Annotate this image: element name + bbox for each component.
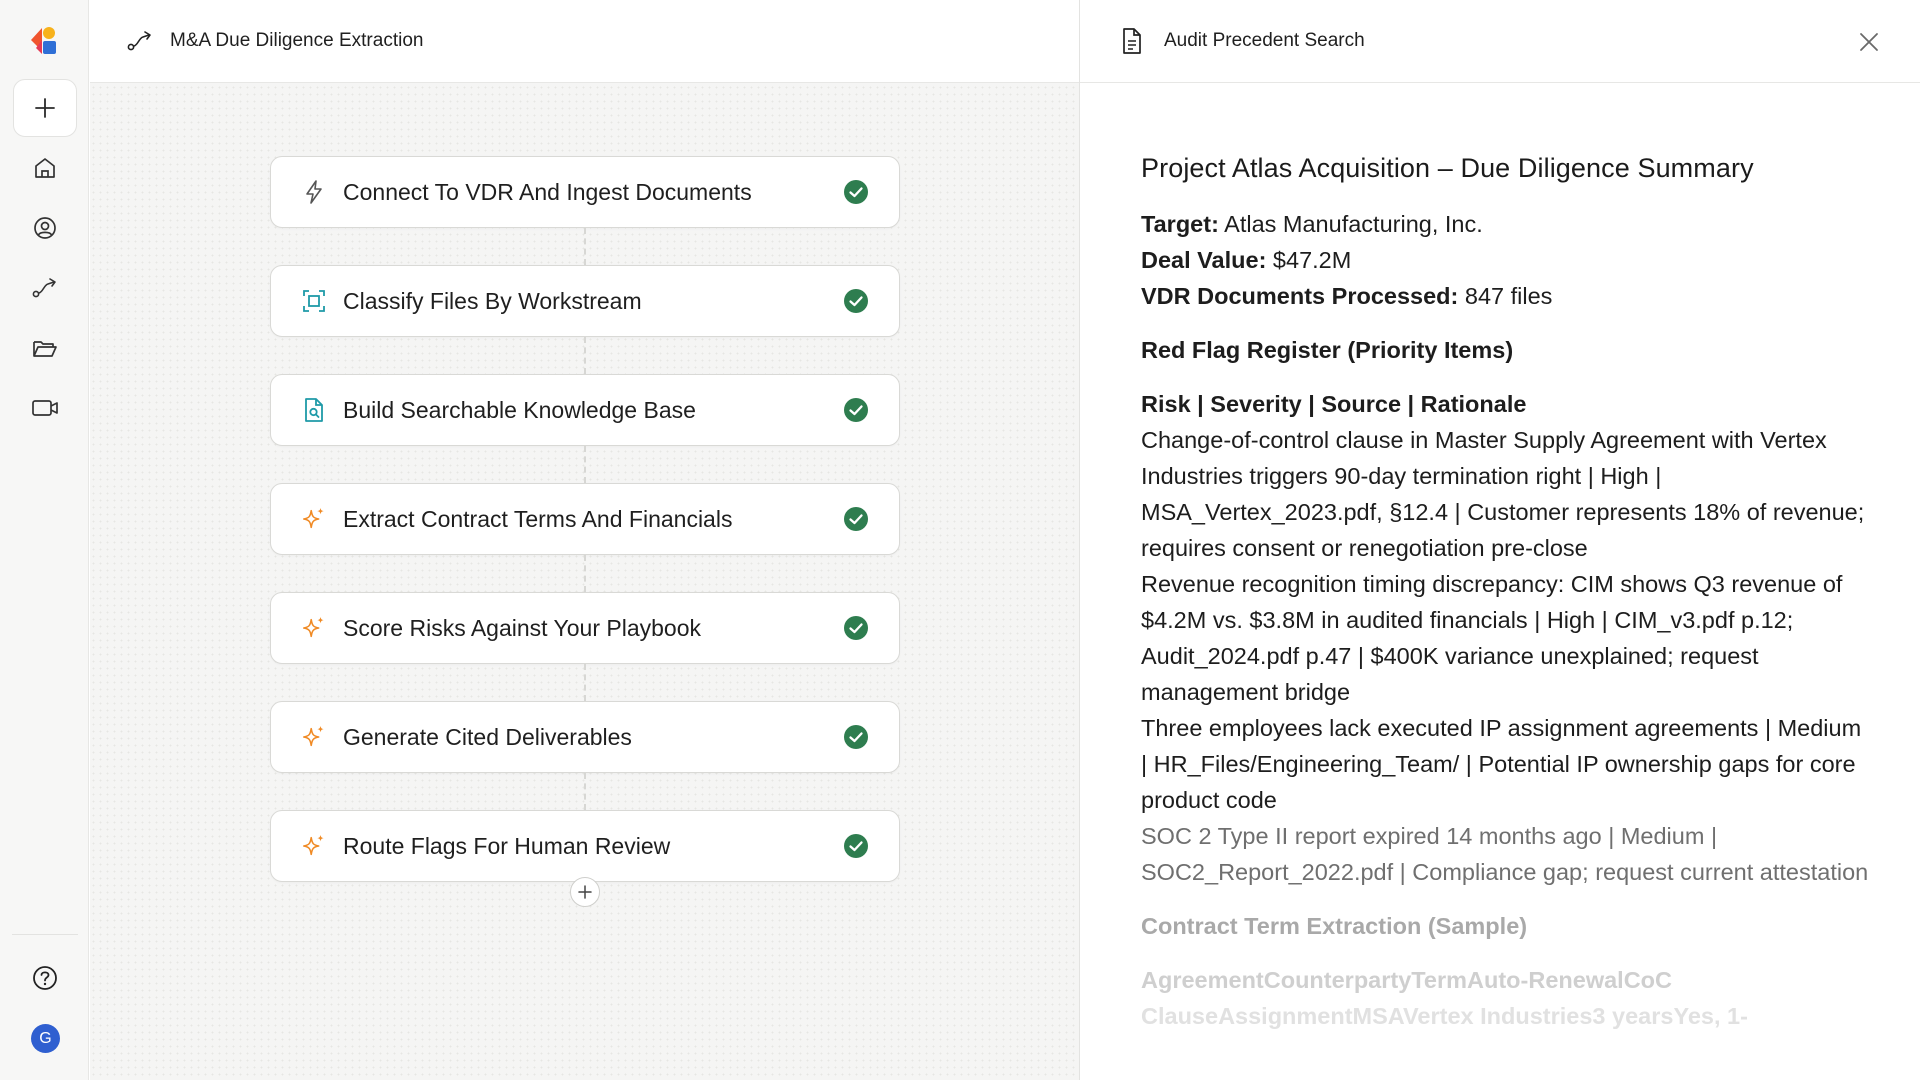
- plus-icon: [577, 884, 593, 900]
- deal-label: Deal Value:: [1141, 247, 1267, 273]
- workflow-steps: [270, 156, 900, 882]
- step-label: Route Flags For Human Review: [343, 832, 671, 859]
- target-value: Atlas Manufacturing, Inc.: [1218, 211, 1483, 237]
- document-heading: Project Atlas Acquisition – Due Diligence Summary: [1141, 153, 1754, 183]
- add-step-button[interactable]: [570, 877, 600, 907]
- workflow-step[interactable]: [270, 374, 900, 446]
- risk-row: Revenue recognition timing discrepancy: CIM shows Q3 revenue of $4.2M vs. $3.8M in audited financials | High | CIM_v3.pdf p.12; Audit_2024.pdf p.47 | $400K variance unexplained; request management bridge: [1141, 571, 1843, 705]
- nav-folders[interactable]: [27, 330, 63, 366]
- nav-recordings[interactable]: [27, 390, 63, 426]
- folder-open-icon: [31, 335, 59, 361]
- workflow-header: [90, 0, 1079, 83]
- workflow-step[interactable]: [270, 156, 900, 228]
- workflow-path-icon: [31, 275, 59, 301]
- check-circle-icon: [843, 615, 869, 641]
- panel-title: Audit Precedent Search: [1164, 30, 1365, 51]
- lightning-icon: [301, 179, 327, 205]
- contract-heading: Contract Term Extraction (Sample): [1141, 913, 1528, 939]
- step-connector: [584, 337, 586, 374]
- deal-value-line: [1141, 242, 1871, 278]
- check-circle-icon: [843, 724, 869, 750]
- app-logo-icon[interactable]: [28, 24, 62, 58]
- rail-divider: [12, 934, 78, 935]
- home-icon: [32, 155, 58, 181]
- step-label: Extract Contract Terms And Financials: [343, 505, 733, 532]
- step-label: Score Risks Against Your Playbook: [343, 614, 701, 641]
- step-connector: [584, 664, 586, 701]
- sparkle-icon: [301, 724, 327, 750]
- check-circle-icon: [843, 506, 869, 532]
- workflow-step[interactable]: [270, 810, 900, 882]
- document-search-icon: [301, 397, 327, 423]
- workflow-step[interactable]: [270, 265, 900, 337]
- new-button[interactable]: [13, 79, 77, 137]
- check-circle-icon: [843, 397, 869, 423]
- sparkle-icon: [301, 506, 327, 532]
- user-avatar[interactable]: G: [31, 1024, 60, 1053]
- nav-home[interactable]: [27, 150, 63, 186]
- document-icon: [1120, 27, 1144, 55]
- workflow-canvas: [90, 0, 1079, 1080]
- check-circle-icon: [843, 833, 869, 859]
- document-body: [1141, 148, 1871, 1034]
- video-camera-icon: [30, 395, 60, 421]
- workflow-title: M&A Due Diligence Extraction: [170, 30, 424, 51]
- contract-table-row: ClauseAssignmentMSAVertex Industries3 yearsYes, 1-: [1141, 1003, 1748, 1029]
- help-circle-icon: [31, 964, 59, 992]
- nav-profile[interactable]: [27, 210, 63, 246]
- contract-table-row: AgreementCounterpartyTermAuto-RenewalCoC: [1141, 967, 1672, 993]
- sparkle-icon: [301, 615, 327, 641]
- panel-header: [1080, 0, 1920, 83]
- plus-icon: [33, 96, 57, 120]
- step-label: Classify Files By Workstream: [343, 287, 642, 314]
- step-connector: [584, 773, 586, 810]
- target-line: [1141, 206, 1871, 242]
- step-label: Generate Cited Deliverables: [343, 723, 632, 750]
- risk-row: Change-of-control clause in Master Supply Agreement with Vertex Industries triggers 90-day termination right | High | MSA_Vertex_2023.pdf, §12.4 | Customer represents 18% of revenue; requires consent or renegotiation pre-close: [1141, 427, 1865, 561]
- workflow-step[interactable]: [270, 592, 900, 664]
- risk-table-header: Risk | Severity | Source | Rationale: [1141, 391, 1527, 417]
- step-connector: [584, 228, 586, 265]
- user-circle-icon: [32, 215, 58, 241]
- document-panel: [1079, 0, 1920, 1080]
- red-flag-heading: Red Flag Register (Priority Items): [1141, 337, 1514, 363]
- nav-help[interactable]: [27, 960, 63, 996]
- step-label: Build Searchable Knowledge Base: [343, 396, 696, 423]
- risk-row: SOC 2 Type II report expired 14 months ago | Medium | SOC2_Report_2022.pdf | Compliance gap; request current attestation: [1141, 823, 1869, 885]
- check-circle-icon: [843, 288, 869, 314]
- workflow-step[interactable]: [270, 483, 900, 555]
- step-connector: [584, 555, 586, 592]
- check-circle-icon: [843, 179, 869, 205]
- step-connector: [584, 446, 586, 483]
- deal-value: $47.2M: [1266, 247, 1352, 273]
- close-icon[interactable]: [1856, 29, 1882, 55]
- vdr-line: [1141, 278, 1871, 314]
- workflow-step[interactable]: [270, 701, 900, 773]
- vdr-label: VDR Documents Processed:: [1141, 283, 1459, 309]
- nav-workflows[interactable]: [27, 270, 63, 306]
- scan-frame-icon: [301, 288, 327, 314]
- step-label: Connect To VDR And Ingest Documents: [343, 178, 752, 205]
- workflow-path-icon: [126, 28, 156, 54]
- risk-row: Three employees lack executed IP assignment agreements | Medium | HR_Files/Engineering_Team/ | Potential IP ownership gaps for core product code: [1141, 715, 1862, 813]
- left-rail: [0, 0, 89, 1080]
- target-label: Target:: [1141, 211, 1219, 237]
- sparkle-icon: [301, 833, 327, 859]
- vdr-value: 847 files: [1458, 283, 1553, 309]
